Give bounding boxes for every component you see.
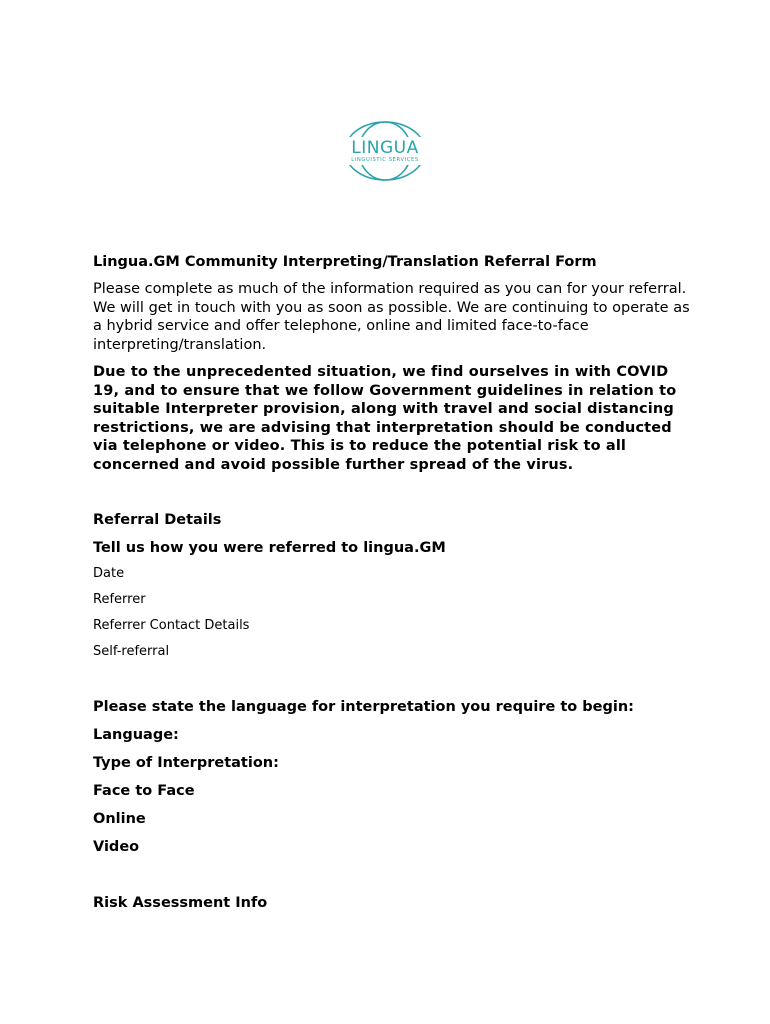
option-face-to-face: Face to Face <box>93 783 195 799</box>
option-video: Video <box>93 839 140 855</box>
intro-paragraph: Please complete as much of the information required as you can for your referral. We will get in touch with you as soon as possible. We are continuing to operate as a hybrid service and offer telephone, online and limited face-to-face interpreting/translation. <box>93 281 690 353</box>
form-content <box>93 252 693 913</box>
date-field-label: Date <box>93 566 125 581</box>
referral-details-heading: Referral Details <box>93 512 222 528</box>
language-request-heading: Please state the language for interpretation you require to begin: <box>93 699 634 715</box>
interpretation-type-label: Type of Interpretation: <box>93 755 279 771</box>
self-referral-field-label: Self-referral <box>93 644 170 659</box>
option-online: Online <box>93 811 146 827</box>
language-label: Language: <box>93 727 179 743</box>
logo-wordmark: LINGUA <box>351 138 419 158</box>
referrer-field-label: Referrer <box>93 592 146 607</box>
logo-tagline: LINGUISTIC SERVICES <box>351 157 419 163</box>
covid-notice: Due to the unprecedented situation, we find ourselves in with COVID 19, and to ensure that we follow Government guidelines in relation to suitable Interpreter provision, along with travel and social distancing restrictions, we are advising that interpretation should be conducted via telephone or video. This is to reduce the potential risk to all concerned and avoid possible further spread of the virus. <box>93 364 677 473</box>
referral-source-heading: Tell us how you were referred to lingua.GM <box>93 540 446 556</box>
referrer-contact-field-label: Referrer Contact Details <box>93 618 250 633</box>
risk-assessment-heading: Risk Assessment Info <box>93 895 268 911</box>
form-title: Lingua.GM Community Interpreting/Translation Referral Form <box>93 254 597 270</box>
lingua-logo <box>335 118 435 184</box>
